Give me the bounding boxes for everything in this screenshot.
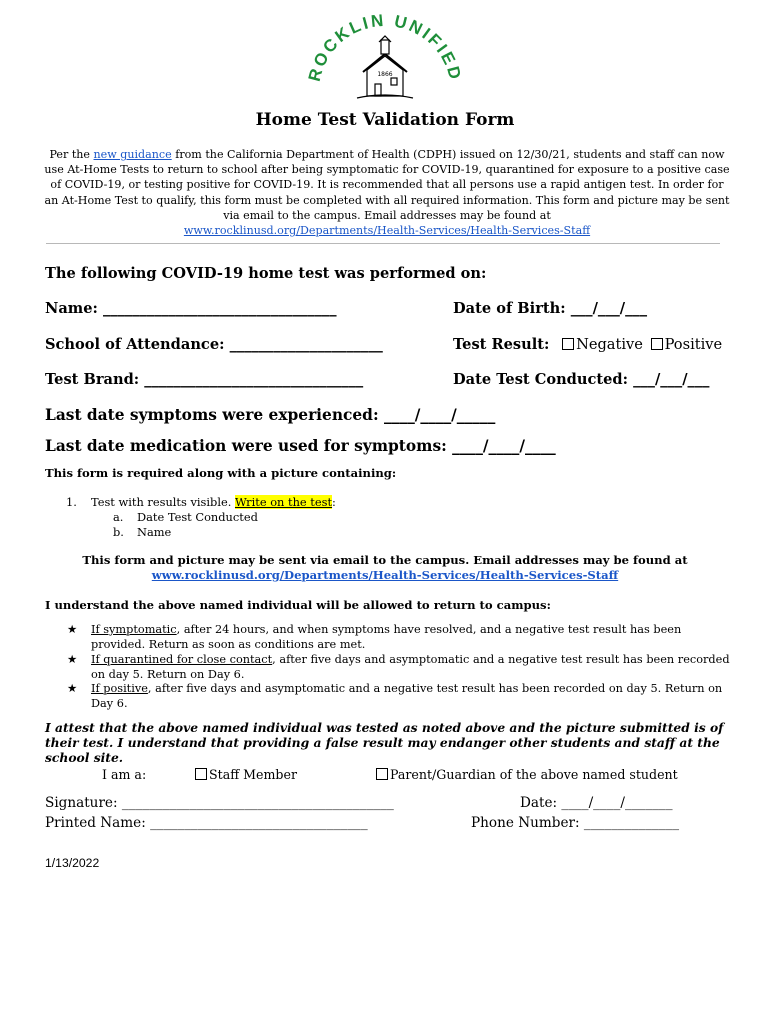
staff-checkbox[interactable] [195,768,207,780]
star-icon: ★ [67,681,78,695]
schoolhouse-icon [357,36,413,98]
date-conducted-field[interactable]: Date Test Conducted: ___/___/___ [453,371,710,388]
bullet-positive: If positive, after five days and asymptomatic and a negative test result has been recorded on day 5. Return on Day 6. [91,682,723,710]
bullet-symptomatic: If symptomatic, after 24 hours, and when symptoms have resolved, and a negative test result has been provided. Return as soon as conditions are met. [91,623,682,651]
return-heading: I understand the above named individual will be allowed to return to campus: [45,598,551,612]
write-on-test-highlight: Write on the test [234,495,333,509]
symptoms-date-field[interactable]: Last date symptoms were experienced: ____/____/_____ [45,406,496,424]
name-field[interactable]: Name: ________________________________ [45,300,337,317]
new-guidance-link[interactable]: new guidance [93,148,172,161]
test-result-field: Test Result: Negative Positive [453,336,723,353]
footer-date: 1/13/2022 [45,856,100,870]
logo-year: 1866 [377,71,393,78]
form-heading: The following COVID-19 home test was performed on: [45,265,487,282]
dob-field[interactable]: Date of Birth: ___/___/___ [453,300,648,317]
brand-field[interactable]: Test Brand: ______________________________ [45,371,364,388]
health-staff-link-2[interactable]: www.rocklinusd.org/Departments/Health-Services/Health-Services-Staff [151,568,619,582]
signature-field[interactable]: Signature: ________________________________________ [45,795,394,811]
printed-name-field[interactable]: Printed Name: ________________________________ [45,815,368,831]
negative-checkbox[interactable] [562,338,574,350]
sub-item-name: Name [137,525,172,539]
sub-b-letter: b. [113,525,124,539]
star-icon: ★ [67,652,78,666]
sub-a-letter: a. [113,510,124,524]
phone-number-field[interactable]: Phone Number: ______________ [471,815,680,831]
attestation: I attest that the above named individual was tested as noted above and the picture submitted is of their test. I understand that providing a false result may endanger other students and staff at the school site. [45,720,724,766]
signature-date-field[interactable]: Date: ____/____/_______ [520,795,673,811]
divider [46,243,720,244]
logo-text: ROCKLIN UNIFIED [305,14,465,84]
bullet-quarantined: If quarantined for close contact, after five days and asymptomatic and a negative test result has been recorded on day 5. Return on Day 6. [91,653,730,681]
email-note-link-row [0,568,770,582]
positive-checkbox[interactable] [651,338,663,350]
parent-option[interactable]: Parent/Guardian of the above named student [376,767,678,782]
staff-option[interactable]: Staff Member [195,767,297,782]
requirement-item: Test with results visible. Write on the test: [91,495,336,509]
medication-date-field[interactable]: Last date medication were used for symptoms: ____/____/____ [45,437,556,455]
school-field[interactable]: School of Attendance: _____________________ [45,336,383,353]
requirements-heading: This form is required along with a picture containing: [45,466,397,480]
sub-item-date: Date Test Conducted [137,510,258,524]
parent-checkbox[interactable] [376,768,388,780]
health-staff-link[interactable]: www.rocklinusd.org/Departments/Health-Services/Health-Services-Staff [183,224,591,238]
requirement-number: 1. [66,495,77,509]
page-title: Home Test Validation Form [255,110,515,130]
i-am-label: I am a: [102,767,147,782]
email-note: This form and picture may be sent via email to the campus. Email addresses may be found at [82,553,688,567]
intro-paragraph: Per the new guidance from the California Department of Health (CDPH) issued on 12/30/21, students and staff can now use At-Home Tests to return to school after being symptomatic for COVID-19, quarantined for exposure to a positive case of COVID-19, or testing positive for COVID-19. It is recommended that all persons use a rapid antigen test. In order for an At-Home Test to qualify, this form must be completed with all required information. This form and picture may be sent via email to the campus. Email addresses may be found at www.rocklinusd.org/Departments/Health-Services/Health-Services-Staff [44,148,730,238]
star-icon: ★ [67,622,78,636]
rocklin-unified-logo [305,14,465,100]
